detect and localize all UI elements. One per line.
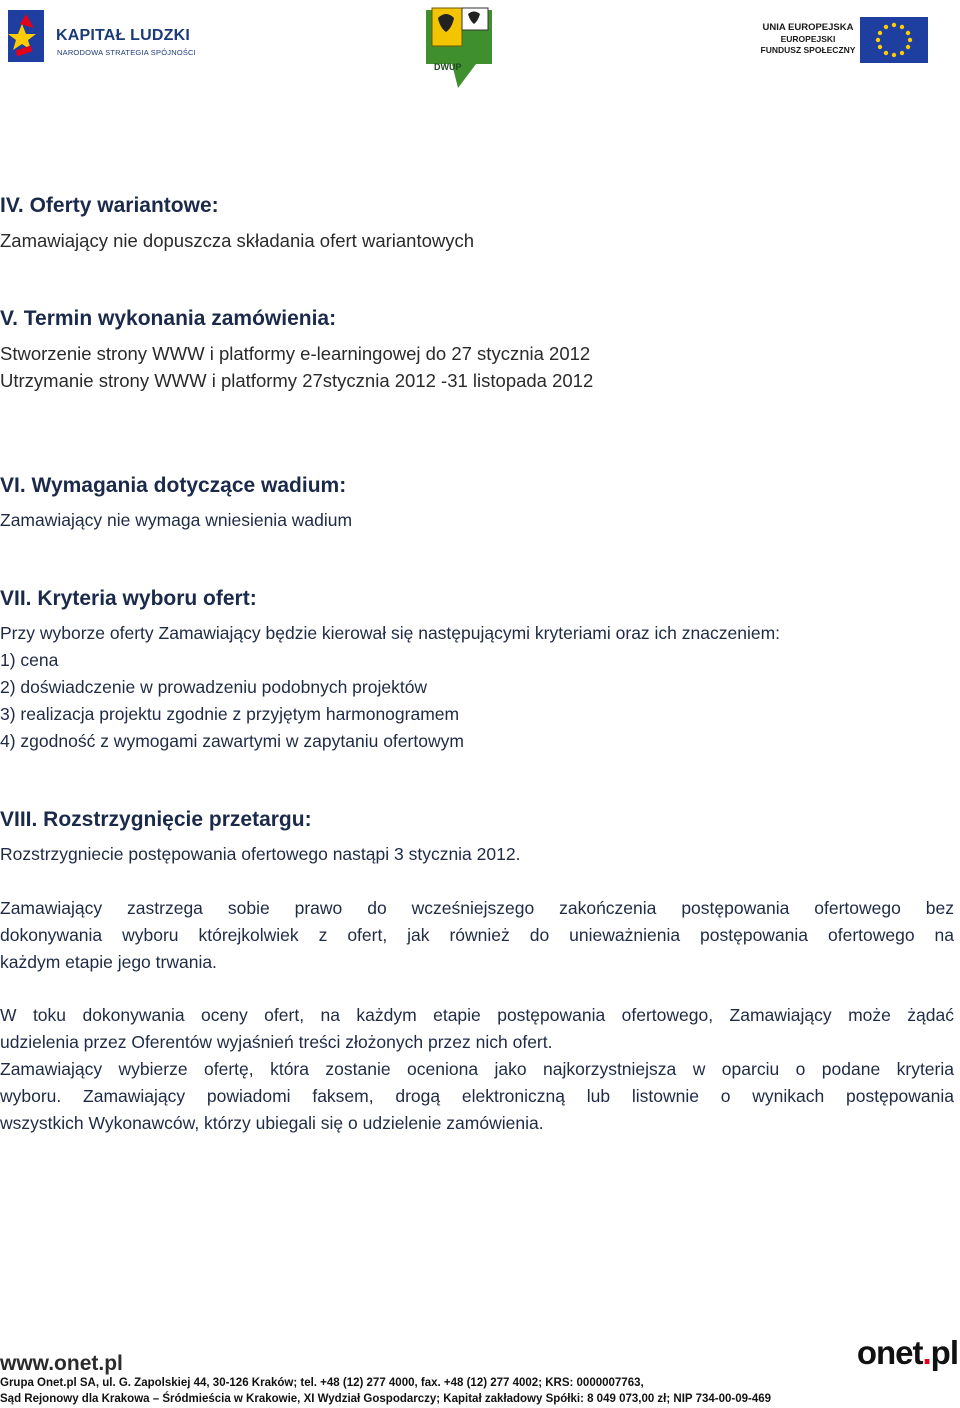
- section-v-heading: V. Termin wykonania zamówienia:: [0, 307, 337, 330]
- section-viii-heading: VIII. Rozstrzygnięcie przetargu:: [0, 808, 312, 831]
- dwup-logo: [418, 4, 500, 94]
- eu-logo-line3: FUNDUSZ SPOŁECZNY: [760, 45, 856, 55]
- kapital-ludzki-subtitle: NARODOWA STRATEGIA SPÓJNOŚCI: [57, 48, 196, 57]
- section-viii-line: Rozstrzygniecie postępowania ofertowego nastąpi 3 stycznia 2012.: [0, 844, 521, 864]
- section-vi-line: Zamawiający nie wymaga wniesienia wadium: [0, 510, 353, 530]
- paragraph-line: każdym etapie jego trwania.: [0, 952, 217, 972]
- criterion-item: 1) cena: [0, 650, 59, 670]
- paragraph-line: wyboru. Zamawiający powiadomi faksem, drogą elektroniczną lub listownie o wynikach postępowania: [0, 1086, 954, 1106]
- section-v-line: Utrzymanie strony WWW i platformy 27stycznia 2012 -31 listopada 2012: [0, 370, 594, 391]
- footer-company-line: Sąd Rejonowy dla Krakowa – Śródmieścia w Krakowie, XI Wydział Gospodarczy; Kapitał zakładowy Spółki: 8 049 073,00 zł; NIP 734-00-09-469: [0, 1393, 772, 1405]
- eu-social-fund-logo: [760, 14, 930, 66]
- eu-logo-line2: EUROPEJSKI: [780, 34, 836, 44]
- paragraph-line: wszystkich Wykonawców, którzy ubiegali się o udzielenie zamówienia.: [0, 1113, 544, 1133]
- kapital-ludzki-emblem-icon: [6, 6, 50, 66]
- criterion-item: 4) zgodność z wymogami zawartymi w zapytaniu ofertowym: [0, 731, 464, 751]
- section-iv-line: Zamawiający nie dopuszcza składania ofert wariantowych: [0, 230, 475, 251]
- kapital-ludzki-logo: [6, 6, 196, 70]
- section-v-line: Stworzenie strony WWW i platformy e-learningowej do 27 stycznia 2012: [0, 343, 591, 364]
- footer-company-line: Grupa Onet.pl SA, ul. G. Zapolskiej 44, 30-126 Kraków; tel. +48 (12) 277 4000, fax. +48 (12) 277 4002; KRS: 0000007763,: [0, 1377, 644, 1389]
- section-iv-heading: IV. Oferty wariantowe:: [0, 194, 219, 217]
- paragraph-line: Zamawiający wybierze ofertę, która zostanie oceniona jako najkorzystniejsza w oparciu o podane kryteria: [0, 1059, 954, 1079]
- eu-flag-icon: [860, 17, 928, 63]
- eu-logo-line1: UNIA EUROPEJSKA: [762, 22, 854, 33]
- paragraph-line: Zamawiający zastrzega sobie prawo do wcześniejszego zakończenia postępowania ofertowego bez: [0, 898, 954, 918]
- dwup-label: DWUP: [434, 62, 462, 72]
- onet-logo: [857, 1334, 958, 1372]
- kapital-ludzki-title: KAPITAŁ LUDZKI: [56, 27, 191, 44]
- paragraph-line: udzielenia przez Oferentów wyjaśnień treści złożonych przez nich ofert.: [0, 1032, 553, 1052]
- section-vi-heading: VI. Wymagania dotyczące wadium:: [0, 474, 347, 497]
- onet-logo-suffix: pl: [930, 1334, 958, 1371]
- onet-logo-dot: .: [922, 1334, 931, 1371]
- criterion-item: 3) realizacja projektu zgodnie z przyjętym harmonogramem: [0, 704, 460, 724]
- footer-url[interactable]: www.onet.pl: [0, 1352, 123, 1375]
- criterion-item: 2) doświadczenie w prowadzeniu podobnych projektów: [0, 677, 428, 697]
- paragraph-line: W toku dokonywania oceny ofert, na każdym etapie postępowania ofertowego, Zamawiający może żądać: [0, 1005, 954, 1025]
- section-vii-heading: VII. Kryteria wyboru ofert:: [0, 587, 257, 610]
- dwup-emblem-icon: [418, 4, 500, 94]
- paragraph-line: dokonywania wyboru którejkolwiek z ofert, jak również do unieważnienia postępowania ofertowego na: [0, 925, 954, 945]
- onet-logo-text: onet: [856, 1334, 923, 1371]
- section-vii-line: Przy wyborze oferty Zamawiający będzie kierował się następującymi kryteriami oraz ich znaczeniem:: [0, 623, 781, 643]
